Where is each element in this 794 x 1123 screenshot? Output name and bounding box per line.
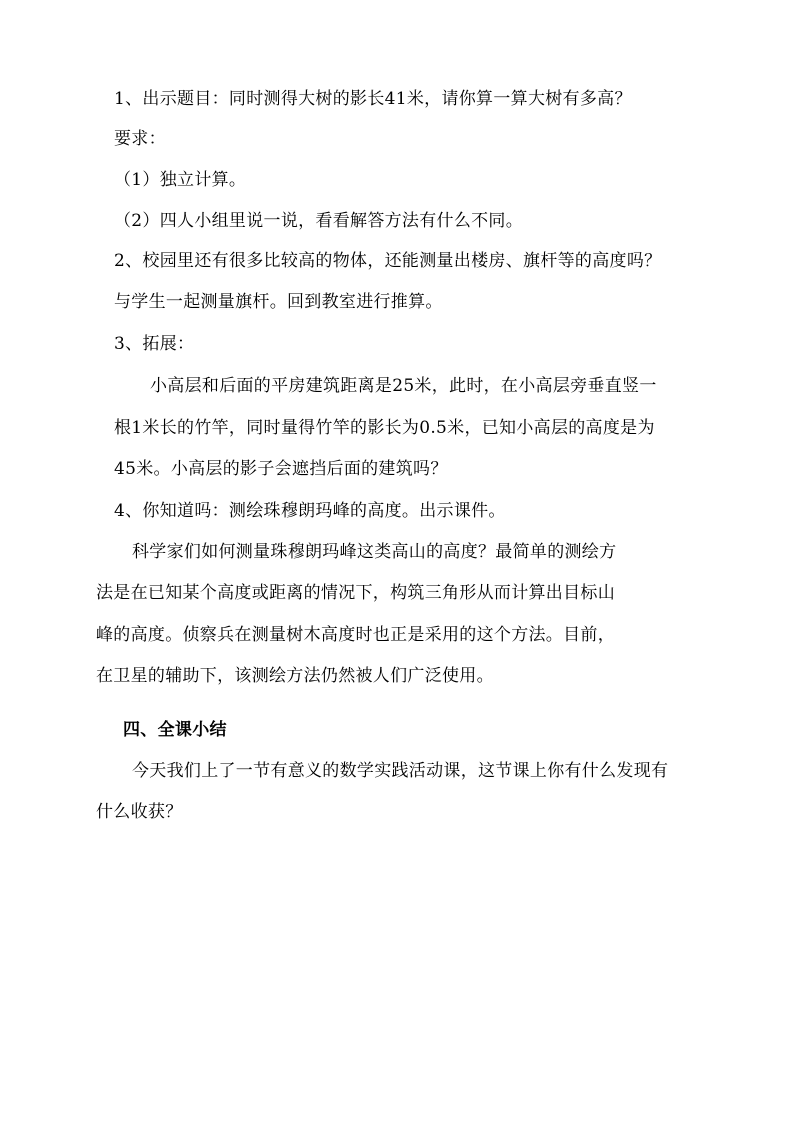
text-line-9: 根1米长的竹竿，同时量得竹竿的影长为0.5米，已知小高层的高度是为	[114, 418, 655, 438]
text-line-8: 小高层和后面的平房建筑距离是25米，此时，在小高层旁垂直竖一	[150, 376, 657, 396]
text-line-4: （2）四人小组里说一说，看看解答方法有什么不同。	[114, 211, 524, 231]
text-line-11: 4、你知道吗：测绘珠穆朗玛峰的高度。出示课件。	[114, 501, 506, 521]
text-line-5: 2、校园里还有很多比较高的物体，还能测量出楼房、旗杆等的高度吗？	[114, 251, 662, 271]
text-line-3: （1）独立计算。	[114, 170, 247, 190]
text-line-12: 科学家们如何测量珠穆朗玛峰这类高山的高度？最简单的测绘方	[132, 542, 617, 562]
text-line-15: 在卫星的辅助下，该测绘方法仍然被人们广泛使用。	[96, 666, 494, 686]
section-heading: 四、全课小结	[123, 720, 227, 740]
text-line-7: 3、拓展：	[114, 334, 195, 354]
text-line-2: 要求：	[114, 129, 166, 149]
text-line-10: 45米。小高层的影子会遮挡后面的建筑吗？	[114, 459, 448, 479]
text-line-1: 1、出示题目：同时测得大树的影长41米，请你算一算大树有多高？	[114, 89, 632, 109]
text-line-17: 今天我们上了一节有意义的数学实践活动课，这节课上你有什么发现有	[132, 761, 669, 781]
text-line-13: 法是在已知某个高度或距离的情况下，构筑三角形从而计算出目标山	[96, 583, 615, 603]
text-line-18: 什么收获？	[96, 802, 183, 822]
text-line-14: 峰的高度。侦察兵在测量树木高度时也正是采用的这个方法。目前，	[96, 625, 615, 645]
text-line-6: 与学生一起测量旗杆。回到教室进行推算。	[114, 292, 443, 312]
